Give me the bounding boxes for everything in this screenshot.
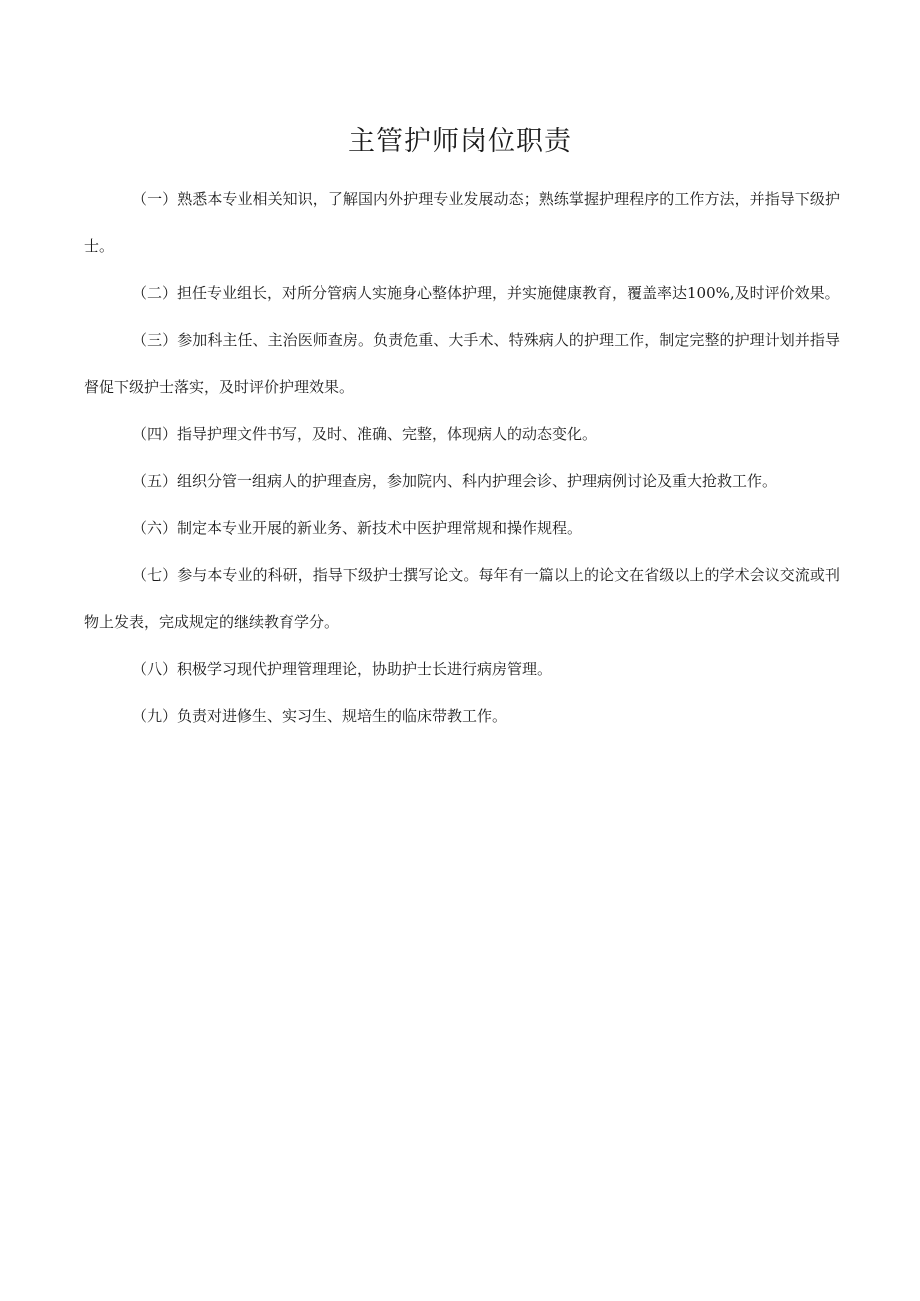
duty-item-8: （八）积极学习现代护理管理理论，协助护士长进行病房管理。 <box>132 660 553 678</box>
duty-item-2: （二）担任专业组长，对所分管病人实施身心整体护理，并实施健康教育，覆盖率达100%,及时评价效果。 <box>132 284 840 302</box>
duty-item-9: （九）负责对进修生、实习生、规培生的临床带教工作。 <box>132 707 508 725</box>
duty-item-1: （一）熟悉本专业相关知识，了解国内外护理专业发展动态；熟练掌握护理程序的工作方法，并指导下级护士。 <box>84 190 840 255</box>
page-title: 主管护师岗位职责 <box>348 126 572 157</box>
duty-item-3: （三）参加科主任、主治医师查房。负责危重、大手术、特殊病人的护理工作，制定完整的护理计划并指导督促下级护士落实，及时评价护理效果。 <box>84 331 840 396</box>
duty-item-6: （六）制定本专业开展的新业务、新技术中医护理常规和操作规程。 <box>132 519 583 537</box>
duty-item-4: （四）指导护理文件书写，及时、准确、完整，体现病人的动态变化。 <box>132 425 598 443</box>
duty-list <box>84 176 840 740</box>
duty-item-7: （七）参与本专业的科研，指导下级护士撰写论文。每年有一篇以上的论文在省级以上的学术会议交流或刊物上发表，完成规定的继续教育学分。 <box>84 566 840 631</box>
duty-item-5: （五）组织分管一组病人的护理查房，参加院内、科内护理会诊、护理病例讨论及重大抢救工作。 <box>132 472 778 490</box>
